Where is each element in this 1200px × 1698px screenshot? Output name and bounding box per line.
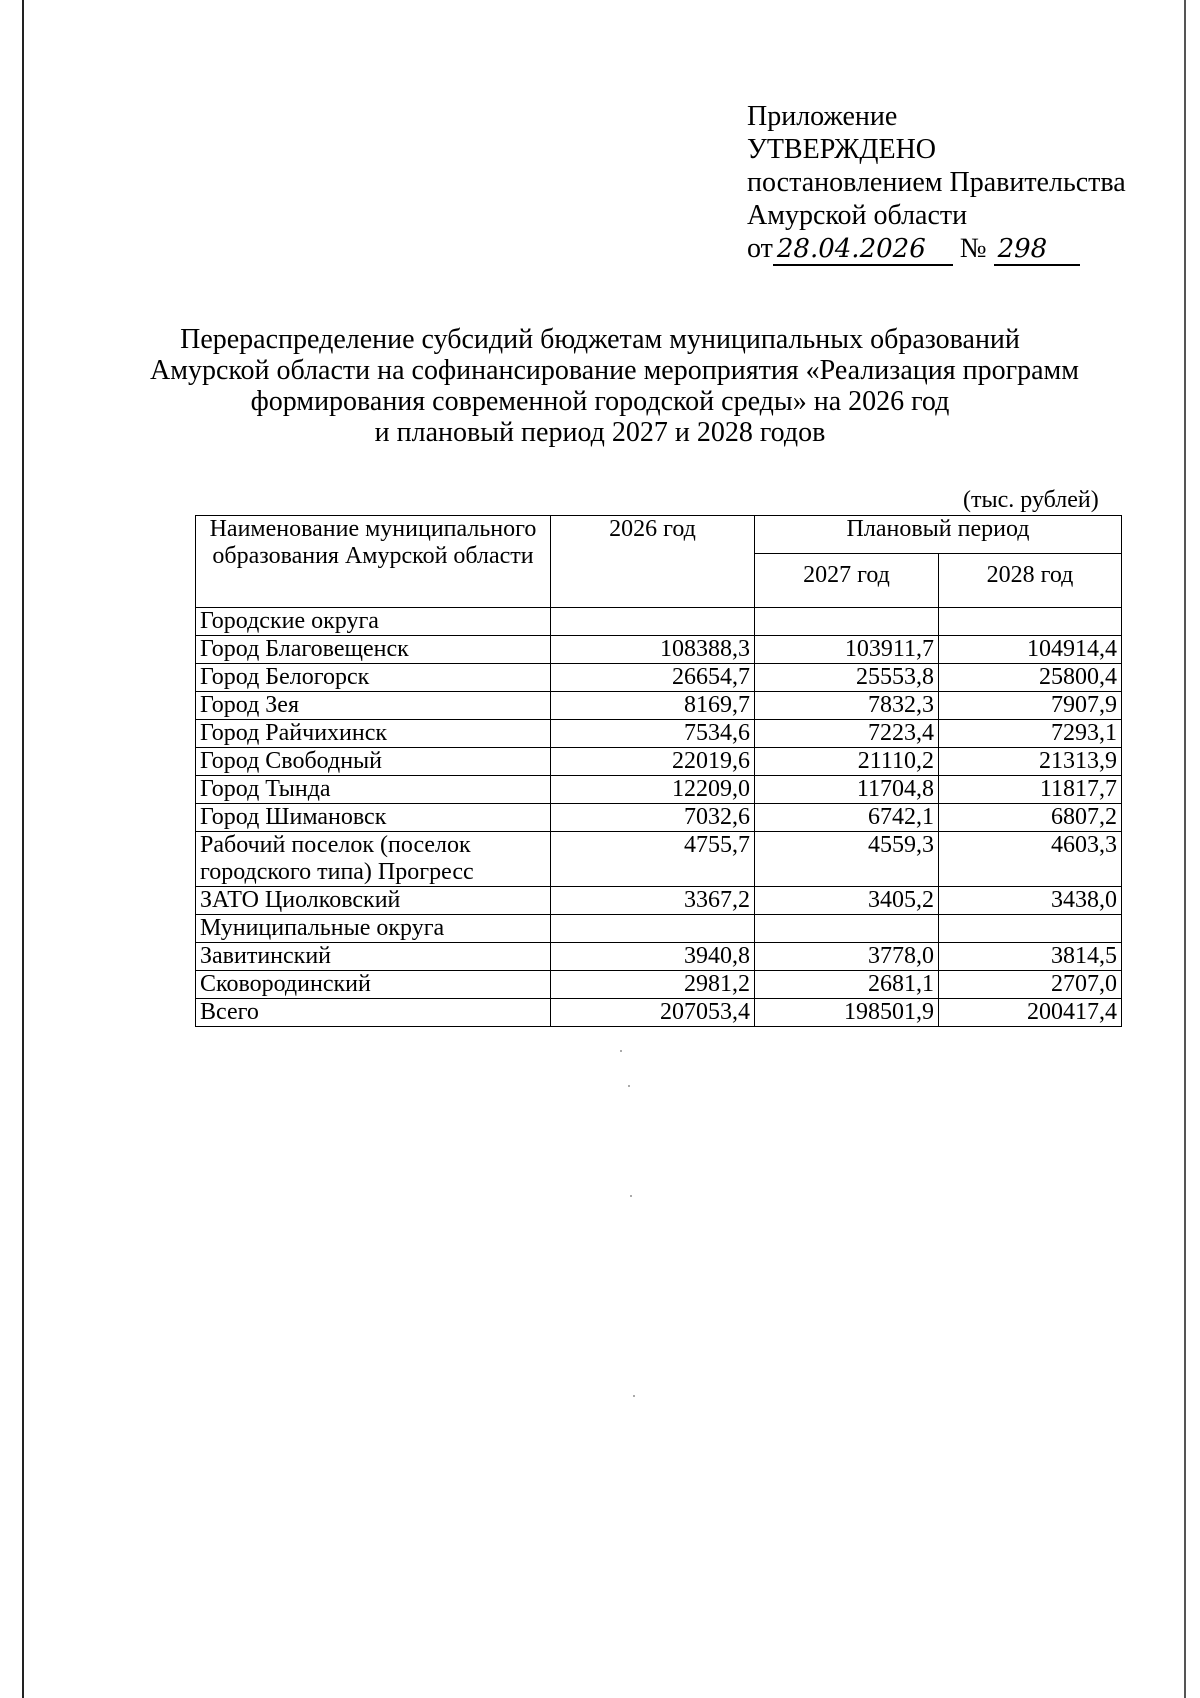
table-row (196, 971, 1122, 999)
row-name: Город Свободный (196, 748, 551, 776)
row-2028: 3438,0 (939, 887, 1122, 915)
scan-speck (628, 1085, 630, 1087)
scan-edge-left (22, 0, 24, 1698)
table-row (196, 804, 1122, 832)
row-2028: 4603,3 (939, 832, 1122, 887)
row-2027: 7832,3 (755, 692, 939, 720)
table-row (196, 943, 1122, 971)
row-2027: 2681,1 (755, 971, 939, 999)
row-2028: 6807,2 (939, 804, 1122, 832)
section-row (196, 915, 1122, 943)
row-2028: 11817,7 (939, 776, 1122, 804)
empty-cell (755, 915, 939, 943)
row-name: ЗАТО Циолковский (196, 887, 551, 915)
header-2028: 2028 год (939, 554, 1122, 608)
row-2027: 4559,3 (755, 832, 939, 887)
row-2027: 103911,7 (755, 636, 939, 664)
empty-cell (755, 608, 939, 636)
row-2026: 12209,0 (551, 776, 755, 804)
table-row (196, 720, 1122, 748)
row-2026: 22019,6 (551, 748, 755, 776)
row-2027: 21110,2 (755, 748, 939, 776)
total-2028: 200417,4 (939, 999, 1122, 1027)
title-line-4: и плановый период 2027 и 2028 годов (374, 417, 826, 448)
table-row (196, 887, 1122, 915)
approval-appendix: Приложение (747, 101, 898, 132)
title-line-3: формирования современной городской среды» на 2026 год (250, 386, 950, 417)
table-row (196, 664, 1122, 692)
title-line-2: Амурской области на софинансирование мероприятия «Реализация программ (150, 355, 1079, 386)
section-row (196, 608, 1122, 636)
title-line-1: Перераспределение субсидий бюджетам муниципальных образований (180, 324, 1020, 355)
approval-from-label: от (747, 233, 773, 264)
header-2027: 2027 год (755, 554, 939, 608)
table-header-row (196, 516, 1122, 554)
row-2026: 4755,7 (551, 832, 755, 887)
scan-speck (630, 1195, 632, 1197)
approval-region: Амурской области (747, 200, 968, 231)
row-name: Город Благовещенск (196, 636, 551, 664)
table-row (196, 636, 1122, 664)
row-2026: 2981,2 (551, 971, 755, 999)
row-2028: 25800,4 (939, 664, 1122, 692)
approval-approved: УТВЕРЖДЕНО (747, 134, 937, 165)
units-label: (тыс. рублей) (963, 487, 1099, 513)
row-2028: 3814,5 (939, 943, 1122, 971)
row-name: Город Белогорск (196, 664, 551, 692)
row-2026: 108388,3 (551, 636, 755, 664)
row-name: Город Шимановск (196, 804, 551, 832)
scan-speck (633, 1395, 635, 1397)
approval-number-handwritten: 298 (994, 234, 1080, 266)
row-name: Город Тында (196, 776, 551, 804)
row-2026: 7534,6 (551, 720, 755, 748)
table-row (196, 692, 1122, 720)
total-row (196, 999, 1122, 1027)
document-title (150, 324, 1079, 448)
row-name: Сковородинский (196, 971, 551, 999)
approval-date-handwritten: 28.04.2026 (773, 234, 953, 266)
row-2026: 3940,8 (551, 943, 755, 971)
row-2027: 11704,8 (755, 776, 939, 804)
row-2026: 7032,6 (551, 804, 755, 832)
row-2027: 3778,0 (755, 943, 939, 971)
table-row (196, 832, 1122, 887)
header-2026: 2026 год (551, 516, 755, 608)
row-name: Город Зея (196, 692, 551, 720)
total-2026: 207053,4 (551, 999, 755, 1027)
subsidy-table (195, 515, 1122, 1027)
approval-number-label: № (959, 233, 987, 264)
scan-edge-right (1184, 0, 1186, 1698)
approval-date-number-line (747, 232, 1126, 268)
row-2027: 6742,1 (755, 804, 939, 832)
approval-block (747, 100, 1126, 268)
row-2028: 21313,9 (939, 748, 1122, 776)
section-municipal-districts: Муниципальные округа (196, 915, 551, 943)
row-2027: 7223,4 (755, 720, 939, 748)
table-row (196, 776, 1122, 804)
row-2028: 104914,4 (939, 636, 1122, 664)
row-2026: 26654,7 (551, 664, 755, 692)
row-name: Город Райчихинск (196, 720, 551, 748)
table-row (196, 748, 1122, 776)
total-name: Всего (196, 999, 551, 1027)
scan-speck (620, 1050, 622, 1052)
total-2027: 198501,9 (755, 999, 939, 1027)
empty-cell (551, 608, 755, 636)
row-2027: 3405,2 (755, 887, 939, 915)
header-planned-period: Плановый период (755, 516, 1122, 554)
row-2026: 8169,7 (551, 692, 755, 720)
empty-cell (939, 915, 1122, 943)
row-2027: 25553,8 (755, 664, 939, 692)
empty-cell (939, 608, 1122, 636)
row-2026: 3367,2 (551, 887, 755, 915)
row-name: Завитинский (196, 943, 551, 971)
header-name: Наименование муниципального образования Амурской области (196, 516, 551, 608)
section-urban-districts: Городские округа (196, 608, 551, 636)
row-2028: 7907,9 (939, 692, 1122, 720)
row-2028: 2707,0 (939, 971, 1122, 999)
empty-cell (551, 915, 755, 943)
row-name: Рабочий поселок (поселок городского типа) Прогресс (196, 832, 551, 887)
row-2028: 7293,1 (939, 720, 1122, 748)
approval-resolution: постановлением Правительства (747, 167, 1126, 198)
